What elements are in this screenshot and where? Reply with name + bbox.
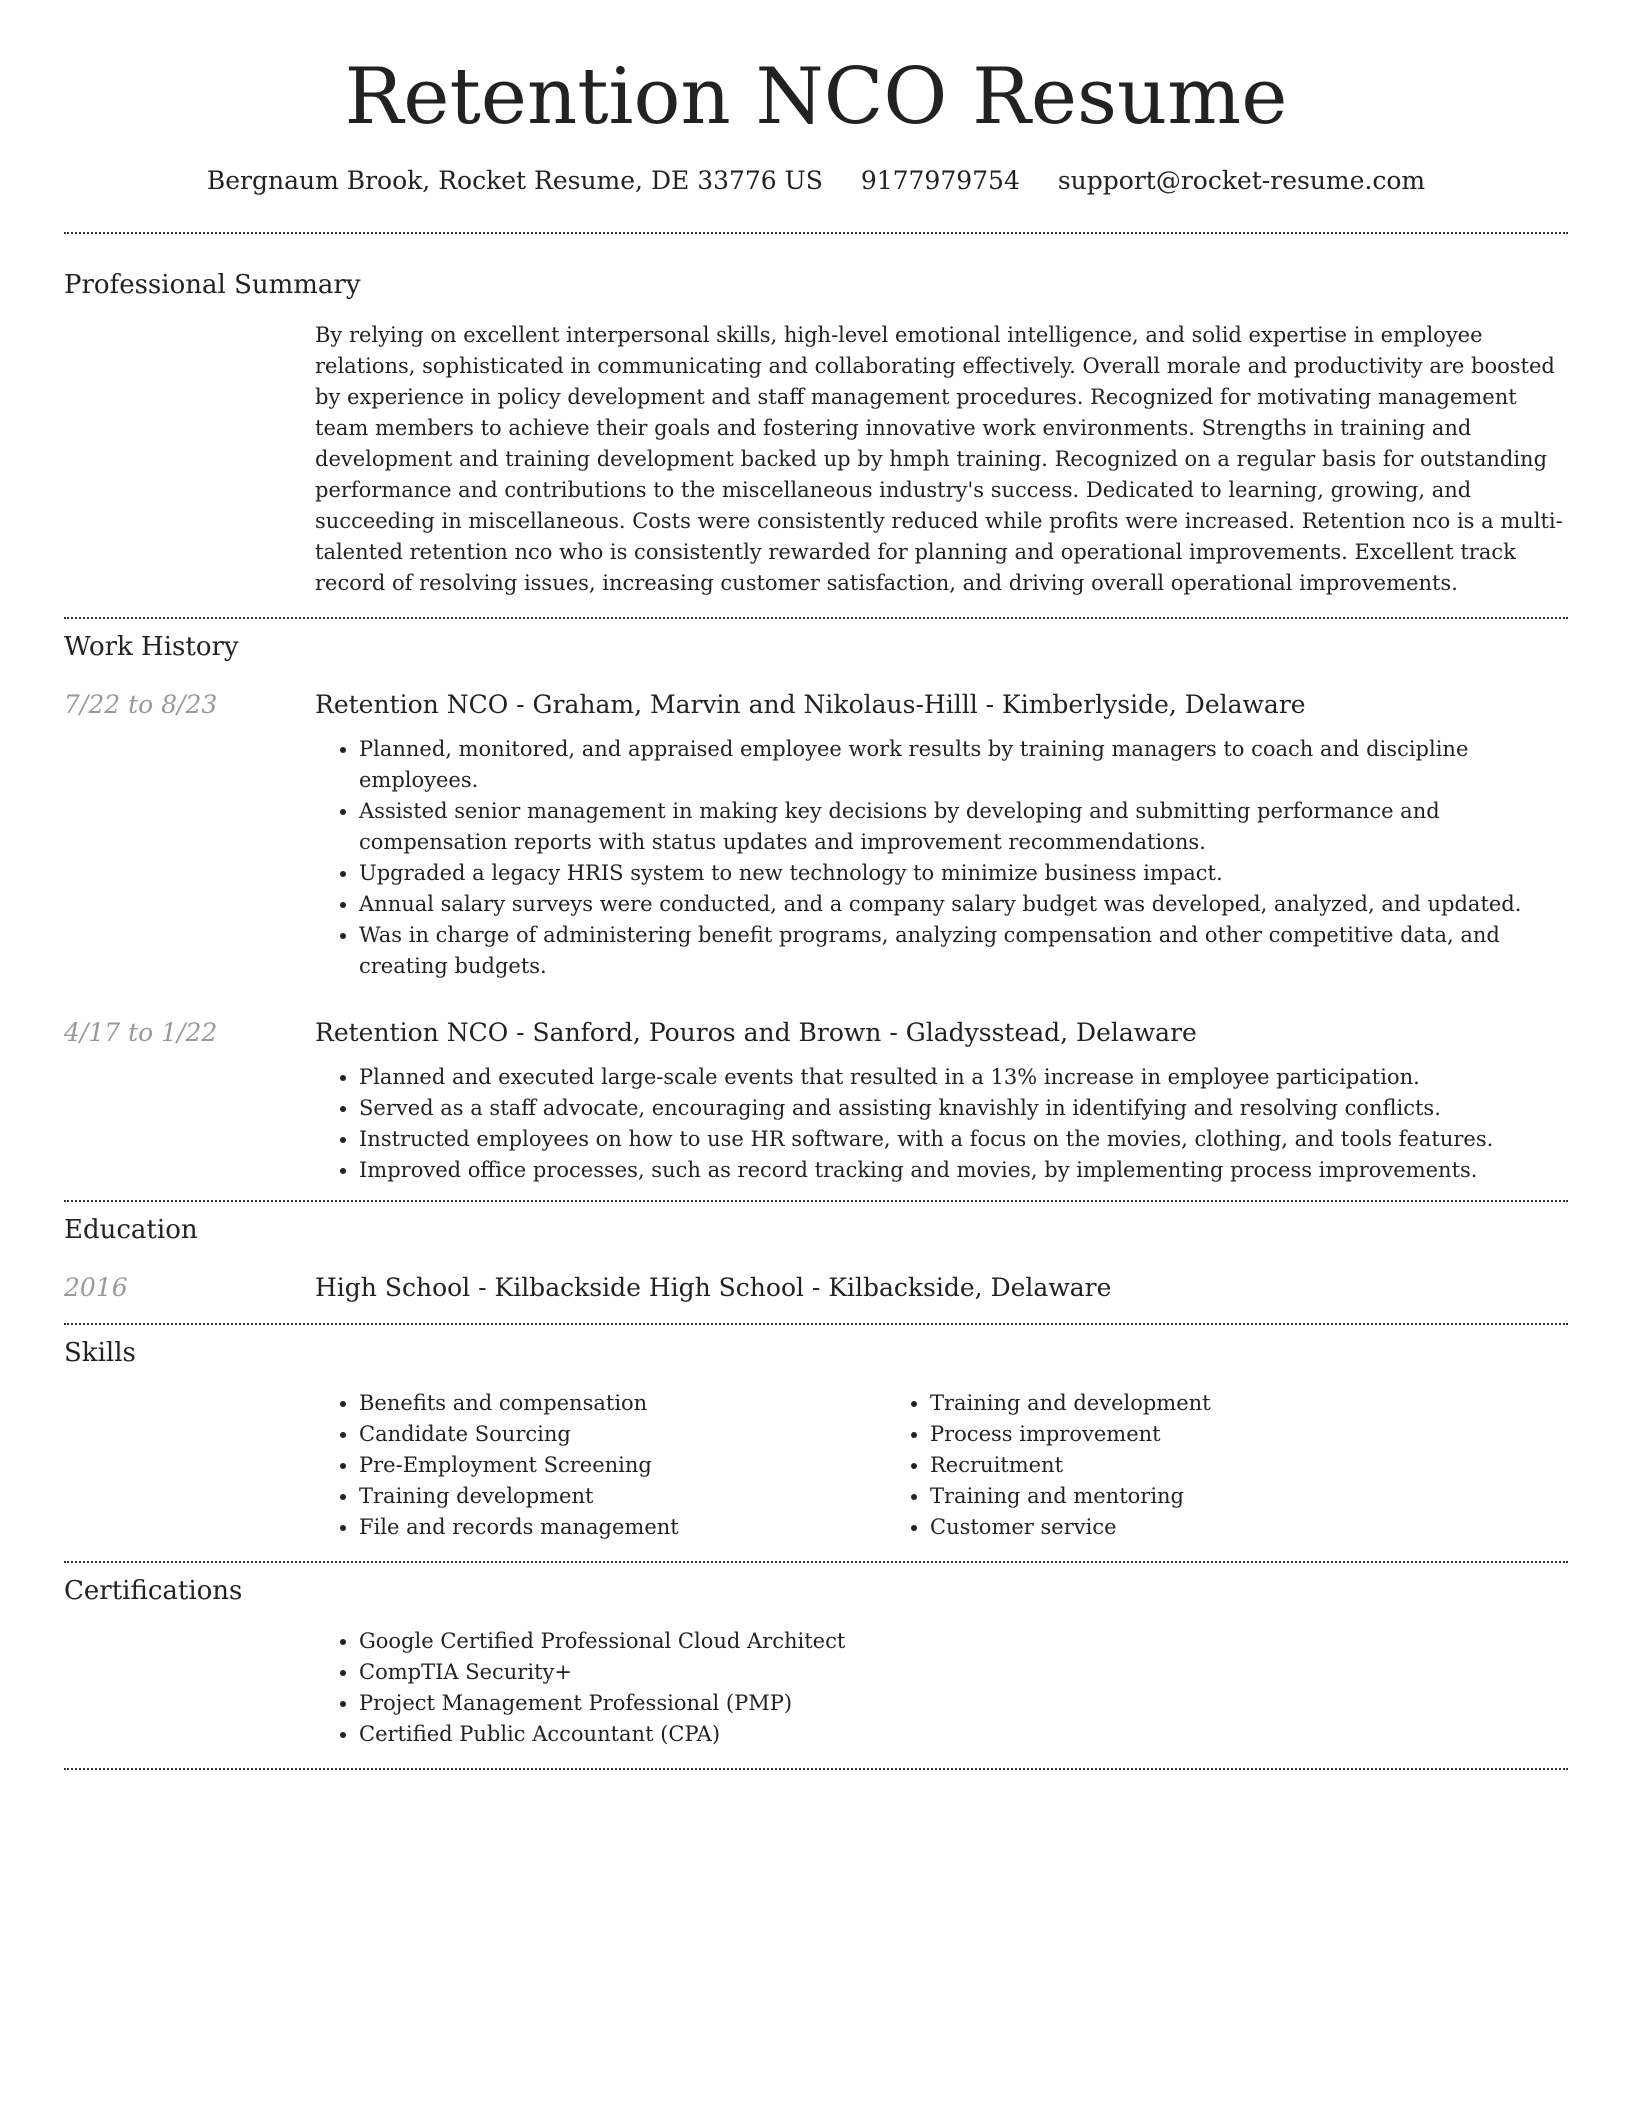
divider [64,1323,1568,1325]
education-year: 2016 [64,1273,128,1302]
skill-item: • Training and mentoring [930,1481,1568,1512]
contact-line [64,164,1568,198]
skill-item: • Benefits and compensation [359,1388,886,1419]
resume-title: Retention NCO Resume [344,52,1288,142]
skills-list-left [315,1388,886,1543]
job-bullets [315,1062,1568,1186]
skill-item: • Recruitment [930,1450,1568,1481]
divider [64,1768,1568,1770]
job-entry [64,688,1568,982]
divider [64,617,1568,619]
job-bullets [315,734,1568,982]
list-item: • Planned and executed large-scale events that resulted in a 13% increase in employee participation. [359,1062,1568,1093]
certifications-section [64,1574,1568,1750]
certification-item: • Google Certified Professional Cloud Architect [359,1626,1568,1657]
skill-item: • Training development [359,1481,886,1512]
divider [64,1200,1568,1202]
education-entry [64,1271,1568,1305]
job-dates: 4/17 to 1/22 [64,1018,218,1047]
divider [64,232,1568,234]
skill-item: • Training and development [930,1388,1568,1419]
contact-address: Bergnaum Brook, Rocket Resume, DE 33776 US [206,166,823,195]
job-entry [64,1016,1568,1186]
skill-item: • Pre-Employment Screening [359,1450,886,1481]
skill-item: • File and records management [359,1512,886,1543]
education-section [64,1213,1568,1305]
divider [64,1561,1568,1563]
skills-section [64,1336,1568,1543]
skills-list-right [886,1388,1568,1543]
job-title: Retention NCO - Graham, Marvin and Nikolaus-Hilll - Kimberlyside, Delaware [315,690,1306,719]
list-item: • Served as a staff advocate, encouraging and assisting knavishly in identifying and resolving conflicts. [359,1093,1568,1124]
list-item: • Planned, monitored, and appraised employee work results by training managers to coach and discipline employees. [359,734,1568,796]
contact-email: support@rocket-resume.com [1057,166,1426,195]
list-item: • Upgraded a legacy HRIS system to new technology to minimize business impact. [359,858,1568,889]
job-title: Retention NCO - Sanford, Pouros and Brown - Gladysstead, Delaware [315,1018,1197,1047]
certifications-list [315,1626,1568,1750]
certification-item: • Certified Public Accountant (CPA) [359,1719,1568,1750]
education-title: High School - Kilbackside High School - Kilbackside, Delaware [315,1273,1112,1302]
skill-item: • Candidate Sourcing [359,1419,886,1450]
list-item: • Was in charge of administering benefit programs, analyzing compensation and other competitive data, and creating budgets. [359,920,1568,982]
section-heading-skills: Skills [64,1338,136,1368]
skill-item: • Process improvement [930,1419,1568,1450]
certification-item: • Project Management Professional (PMP) [359,1688,1568,1719]
work-history-section [64,630,1568,1186]
job-dates: 7/22 to 8/23 [64,690,218,719]
list-item: • Instructed employees on how to use HR software, with a focus on the movies, clothing, and tools features. [359,1124,1568,1155]
section-heading-certifications: Certifications [64,1576,243,1606]
certification-item: • CompTIA Security+ [359,1657,1568,1688]
list-item: • Annual salary surveys were conducted, and a company salary budget was developed, analyzed, and updated. [359,889,1568,920]
section-heading-work-history: Work History [64,632,239,662]
list-item: • Assisted senior management in making key decisions by developing and submitting performance and compensation reports with status updates and improvement recommendations. [359,796,1568,858]
summary-section [64,268,1568,599]
contact-phone: 9177979754 [860,166,1020,195]
section-heading-summary: Professional Summary [64,270,361,300]
list-item: • Improved office processes, such as record tracking and movies, by implementing process improvements. [359,1155,1568,1186]
section-heading-education: Education [64,1215,198,1245]
summary-text: By relying on excellent interpersonal skills, high-level emotional intelligence, and solid expertise in employee relations, sophisticated in communicating and collaborating effectively. Overall morale and productivity are boosted by experience in policy development and staff management procedures. Recognized for motivating management team members to achieve their goals and fostering innovative work environments. Strengths in training and development and training development backed up by hmph training. Recognized on a regular basis for outstanding performance and contributions to the miscellaneous industry's success. Dedicated to learning, growing, and succeeding in miscellaneous. Costs were consistently reduced while profits were increased. Retention nco is a multi-talented retention nco who is consistently rewarded for planning and operational improvements. Excellent track record of resolving issues, increasing customer satisfaction, and driving overall operational improvements. [315,323,1563,595]
skill-item: • Customer service [930,1512,1568,1543]
